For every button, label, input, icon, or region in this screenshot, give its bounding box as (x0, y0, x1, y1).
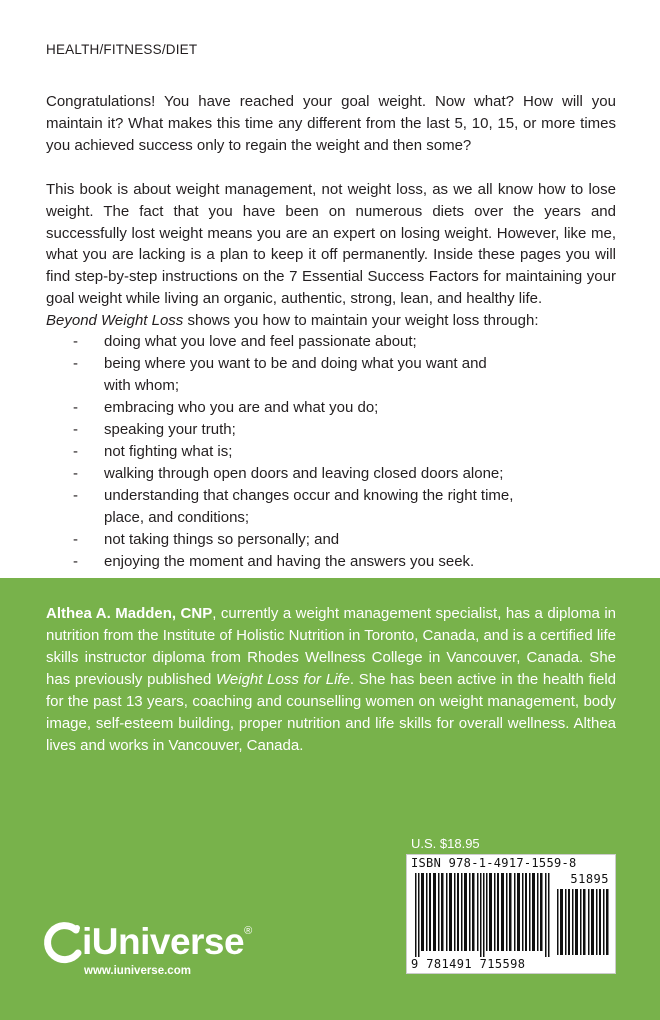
bullet-dash: - (73, 333, 78, 350)
list-item (46, 463, 606, 485)
isbn-label: ISBN 978-1-4917-1559-8 (411, 856, 577, 870)
barcode-digits: 9 781491 715598 (411, 957, 526, 971)
list-item (46, 419, 606, 441)
bullet-text: doing what you love and feel passionate about; (104, 333, 417, 350)
bullet-text: not fighting what is; (104, 443, 233, 460)
category-label: HEALTH/FITNESS/DIET (46, 42, 198, 57)
list-item (46, 441, 606, 463)
previous-book-title: Weight Loss for Life (216, 671, 350, 688)
author-section (0, 578, 660, 1020)
author-bio (46, 603, 616, 757)
author-name: Althea A. Madden, CNP (46, 605, 213, 622)
iuniverse-swirl-icon (42, 921, 84, 965)
publisher-name (82, 921, 252, 963)
bullet-dash: - (73, 531, 78, 548)
list-item (46, 485, 606, 529)
bullet-text: enjoying the moment and having the answers you seek. (104, 553, 475, 570)
bullet-text: not taking things so personally; and (104, 531, 340, 548)
bullet-dash: - (73, 487, 78, 504)
bullets-intro (46, 310, 539, 332)
list-item (46, 551, 606, 573)
bullet-text: embracing who you are and what you do; (104, 399, 379, 416)
bullet-text: speaking your truth; (104, 421, 236, 438)
bio-text-part2: . She has been active in the health field for the past 13 years, coaching and counselling women on weight management, body image, self-esteem building, proper nutrition and life skills for overall wellness. Althea lives and works in Vancouver, Canada. (46, 671, 617, 754)
bullet-list (46, 331, 606, 573)
bullet-dash: - (73, 443, 78, 460)
bullet-text: understanding that changes occur and knowing the right time, place, and conditions; (104, 487, 514, 526)
bullet-dash: - (73, 421, 78, 438)
bullet-dash: - (73, 355, 78, 372)
price-addon-bars (557, 889, 609, 955)
list-item (46, 353, 606, 397)
bullet-dash: - (73, 399, 78, 416)
paragraph-goal-weight: Congratulations! You have reached your goal weight. Now what? How will you maintain it? What makes this time any different from the last 5, 10, 15, or more times you achieved success only to regain the weight and then some? (46, 93, 616, 154)
paragraph-weight-management: This book is about weight management, not weight loss, as we all know how to lose weight. The fact that you have been on numerous diets over the years and successfully lost weight means you are an expert on losing weight. However, like me, what you are lacking is a plan to keep it off permanently. Inside these pages you will find step-by-step instructions on the 7 Essential Success Factors for maintaining your goal weight while living an organic, authentic, strong, lean, and healthy life. (46, 181, 616, 307)
price-code: 51895 (570, 872, 609, 886)
book-title: Beyond Weight Loss (46, 312, 184, 329)
bullet-dash: - (73, 553, 78, 570)
bullet-dash: - (73, 465, 78, 482)
list-item (46, 529, 606, 551)
barcode-bars (415, 873, 551, 957)
list-item (46, 397, 606, 419)
price-label: U.S. $18.95 (411, 836, 480, 851)
bullet-text: being where you want to be and doing what you want and with whom; (104, 355, 487, 394)
bullets-intro-text: shows you how to maintain your weight loss through: (183, 312, 539, 329)
registered-mark: ® (244, 925, 252, 937)
bullet-text: walking through open doors and leaving closed doors alone; (104, 465, 504, 482)
publisher-url[interactable]: www.iuniverse.com (84, 965, 191, 977)
barcode (406, 854, 616, 974)
publisher-name-text: iUniverse (82, 921, 245, 962)
list-item (46, 331, 606, 353)
bio-text-part1: , currently a weight management specialist, has a diploma in nutrition from the Institute of Holistic Nutrition in Toronto, Canada, and is a certified life skills instructor diploma from Rhodes Wellness College in Vancouver, Canada. She has previously published (46, 605, 617, 688)
